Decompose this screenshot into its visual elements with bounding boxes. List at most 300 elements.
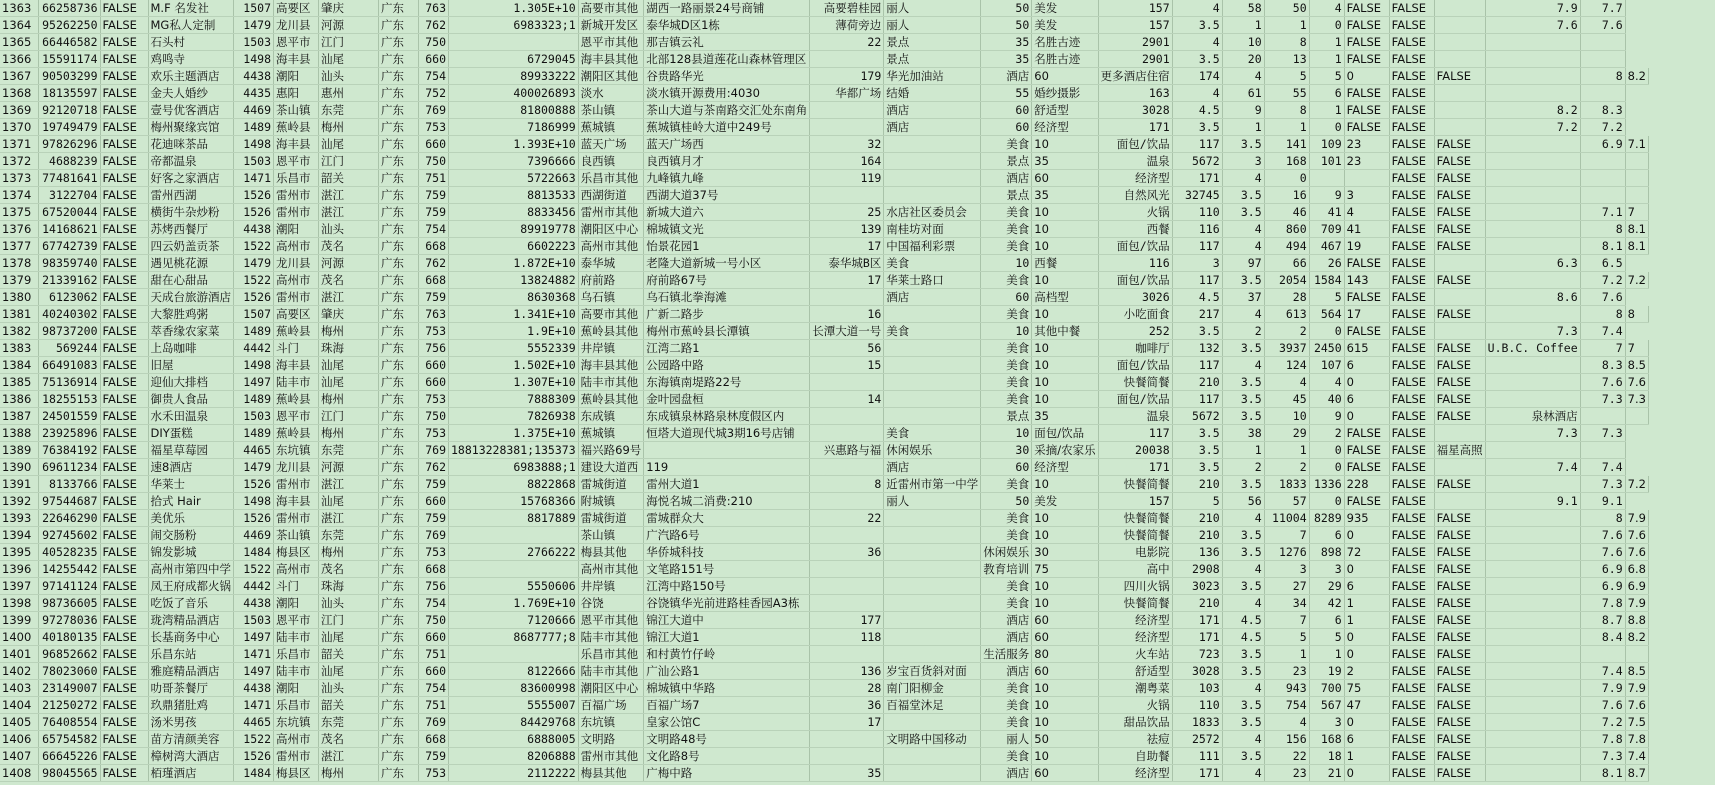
cell[interactable] xyxy=(810,646,884,663)
table-row[interactable] xyxy=(0,476,1648,493)
cell[interactable]: 7120666 xyxy=(449,612,579,629)
cell[interactable]: FALSE xyxy=(1389,340,1434,357)
cell[interactable] xyxy=(1434,289,1485,306)
cell[interactable]: 西餐 xyxy=(1032,255,1098,272)
cell[interactable] xyxy=(884,153,981,170)
cell[interactable]: 雷州市其他 xyxy=(578,748,644,765)
cell[interactable]: 7.9 xyxy=(1625,595,1648,612)
cell[interactable]: 东坑镇 xyxy=(274,442,319,459)
cell[interactable]: 7.5 xyxy=(1625,714,1648,731)
cell[interactable]: 252 xyxy=(1098,323,1172,340)
cell[interactable]: 乌石镇北拳海滩 xyxy=(644,289,810,306)
cell[interactable]: 惠州 xyxy=(319,85,379,102)
cell[interactable]: 百福广场 xyxy=(578,697,644,714)
cell[interactable]: 雷城街道 xyxy=(578,476,644,493)
cell[interactable] xyxy=(1485,85,1580,102)
cell[interactable]: FALSE xyxy=(1344,442,1389,459)
cell[interactable]: FALSE xyxy=(100,629,148,646)
cell[interactable]: FALSE xyxy=(1389,459,1434,476)
cell[interactable]: 汕尾 xyxy=(319,663,379,680)
cell[interactable]: 高要区 xyxy=(274,306,319,323)
cell[interactable]: 60 xyxy=(1032,629,1098,646)
cell[interactable]: 57 xyxy=(1264,493,1309,510)
cell[interactable]: 7.4 xyxy=(1485,459,1580,476)
cell[interactable]: 广东 xyxy=(379,680,419,697)
cell[interactable]: 广东 xyxy=(379,306,419,323)
cell[interactable]: 1471 xyxy=(234,170,274,187)
cell[interactable]: 9 xyxy=(1222,102,1264,119)
cell[interactable]: 4.5 xyxy=(1222,612,1264,629)
cell[interactable]: 高要市其他 xyxy=(578,306,644,323)
cell[interactable]: 6 xyxy=(1309,527,1344,544)
cell[interactable]: 83600998 xyxy=(449,680,579,697)
cell[interactable]: 8.2 xyxy=(1485,102,1580,119)
cell[interactable]: 50 xyxy=(981,0,1032,17)
cell[interactable]: 117 xyxy=(1172,391,1222,408)
cell[interactable]: 面包/饮品 xyxy=(1098,391,1172,408)
cell[interactable]: 四云奶盖贡茶 xyxy=(148,238,234,255)
cell[interactable]: 广东 xyxy=(379,561,419,578)
cell[interactable]: 恩平市其他 xyxy=(578,34,644,51)
cell[interactable]: FALSE xyxy=(100,119,148,136)
cell[interactable]: 141 xyxy=(1264,136,1309,153)
cell[interactable]: 139 xyxy=(810,221,884,238)
cell[interactable]: 乐昌市 xyxy=(274,170,319,187)
cell[interactable] xyxy=(1434,85,1485,102)
cell[interactable]: 广东 xyxy=(379,255,419,272)
cell[interactable]: 速8酒店 xyxy=(148,459,234,476)
cell[interactable]: 府前路 xyxy=(578,272,644,289)
cell[interactable]: 6123062 xyxy=(38,289,100,306)
cell[interactable]: 8 xyxy=(1264,34,1309,51)
cell[interactable]: 广东 xyxy=(379,578,419,595)
cell[interactable]: 1479 xyxy=(234,255,274,272)
cell[interactable]: FALSE xyxy=(100,340,148,357)
cell[interactable]: 美发 xyxy=(1032,17,1098,34)
cell[interactable]: 7.4 xyxy=(1625,748,1648,765)
cell[interactable]: 广东 xyxy=(379,425,419,442)
cell[interactable]: 4 xyxy=(1222,306,1264,323)
cell[interactable]: 东坑镇 xyxy=(274,714,319,731)
cell[interactable]: 棉城镇文光 xyxy=(644,221,810,238)
cell[interactable] xyxy=(810,578,884,595)
cell[interactable]: 酒店 xyxy=(981,629,1032,646)
cell[interactable]: 广东 xyxy=(379,510,419,527)
cell[interactable]: 东莞 xyxy=(319,102,379,119)
cell[interactable]: 良西镇月才 xyxy=(644,153,810,170)
cell[interactable]: FALSE xyxy=(1434,204,1485,221)
cell[interactable]: FALSE xyxy=(1434,306,1485,323)
cell[interactable] xyxy=(884,748,981,765)
cell[interactable]: 面包/饮品 xyxy=(1098,136,1172,153)
cell[interactable]: 面包/饮品 xyxy=(1098,357,1172,374)
cell[interactable]: 60 xyxy=(981,102,1032,119)
cell[interactable]: 10 xyxy=(1032,391,1098,408)
cell[interactable]: 1526 xyxy=(234,476,274,493)
cell[interactable]: 1407 xyxy=(0,748,38,765)
table-row[interactable] xyxy=(0,493,1648,510)
cell[interactable]: 20 xyxy=(1222,51,1264,68)
cell[interactable]: 763 xyxy=(419,306,449,323)
cell[interactable]: 广东 xyxy=(379,357,419,374)
cell[interactable]: 98737200 xyxy=(38,323,100,340)
cell[interactable] xyxy=(884,357,981,374)
cell[interactable]: FALSE xyxy=(1434,357,1485,374)
cell[interactable] xyxy=(810,187,884,204)
cell[interactable]: 1384 xyxy=(0,357,38,374)
cell[interactable]: 118 xyxy=(810,629,884,646)
cell[interactable]: 帝都温泉 xyxy=(148,153,234,170)
cell[interactable]: FALSE xyxy=(1389,357,1434,374)
cell[interactable]: M.F 名发社 xyxy=(148,0,234,17)
cell[interactable]: 4438 xyxy=(234,595,274,612)
table-row[interactable] xyxy=(0,425,1648,442)
cell[interactable]: 1336 xyxy=(1309,476,1344,493)
cell[interactable]: 860 xyxy=(1264,221,1309,238)
cell[interactable] xyxy=(810,731,884,748)
cell[interactable]: 709 xyxy=(1309,221,1344,238)
cell[interactable]: 1408 xyxy=(0,765,38,782)
cell[interactable]: 小吃面食 xyxy=(1098,306,1172,323)
cell[interactable]: 1526 xyxy=(234,204,274,221)
cell[interactable] xyxy=(449,34,579,51)
cell[interactable]: 雷州市 xyxy=(274,289,319,306)
cell[interactable]: 4469 xyxy=(234,102,274,119)
cell[interactable]: 广东 xyxy=(379,17,419,34)
cell[interactable]: FALSE xyxy=(1389,238,1434,255)
cell[interactable]: 8.1 xyxy=(1625,221,1648,238)
cell[interactable]: FALSE xyxy=(1389,476,1434,493)
cell[interactable]: 拾式 Hair xyxy=(148,493,234,510)
cell[interactable]: FALSE xyxy=(1434,680,1485,697)
cell[interactable]: 西餐 xyxy=(1098,221,1172,238)
cell[interactable]: FALSE xyxy=(1389,85,1434,102)
cell[interactable]: 1471 xyxy=(234,697,274,714)
cell[interactable]: 7.4 xyxy=(1580,663,1625,680)
table-row[interactable] xyxy=(0,357,1648,374)
cell[interactable]: 咖啡厅 xyxy=(1098,340,1172,357)
cell[interactable]: 中国福利彩票 xyxy=(884,238,981,255)
cell[interactable]: 111 xyxy=(1172,748,1222,765)
cell[interactable]: 广东 xyxy=(379,748,419,765)
table-row[interactable] xyxy=(0,697,1648,714)
cell[interactable] xyxy=(884,374,981,391)
cell[interactable]: FALSE xyxy=(1389,0,1434,17)
cell[interactable]: 30 xyxy=(1032,544,1098,561)
cell[interactable]: FALSE xyxy=(100,153,148,170)
cell[interactable]: 酒店 xyxy=(981,170,1032,187)
cell[interactable]: 8630368 xyxy=(449,289,579,306)
cell[interactable]: 文化路8号 xyxy=(644,748,810,765)
cell[interactable]: 97141124 xyxy=(38,578,100,595)
cell[interactable]: 广东 xyxy=(379,340,419,357)
cell[interactable]: 5555007 xyxy=(449,697,579,714)
cell[interactable]: 1371 xyxy=(0,136,38,153)
cell[interactable]: 福星草莓园 xyxy=(148,442,234,459)
cell[interactable]: 4 xyxy=(1222,595,1264,612)
cell[interactable]: 6888005 xyxy=(449,731,579,748)
cell[interactable]: FALSE xyxy=(1434,408,1485,425)
cell[interactable]: 2908 xyxy=(1172,561,1222,578)
cell[interactable]: 3 xyxy=(1264,561,1309,578)
cell[interactable]: FALSE xyxy=(1344,51,1389,68)
cell[interactable] xyxy=(644,442,810,459)
cell[interactable]: 酒店 xyxy=(884,459,981,476)
cell[interactable] xyxy=(1580,34,1625,51)
cell[interactable]: 湛江 xyxy=(319,204,379,221)
cell[interactable]: 750 xyxy=(419,153,449,170)
cell[interactable]: 10 xyxy=(1222,34,1264,51)
table-row[interactable] xyxy=(0,204,1648,221)
cell[interactable] xyxy=(1434,119,1485,136)
cell[interactable]: 754 xyxy=(1264,697,1309,714)
cell[interactable]: 2901 xyxy=(1098,34,1172,51)
cell[interactable]: 40528235 xyxy=(38,544,100,561)
cell[interactable]: FALSE xyxy=(1389,289,1434,306)
cell[interactable]: 1497 xyxy=(234,629,274,646)
cell[interactable]: 陆丰市其他 xyxy=(578,663,644,680)
cell[interactable]: 美食 xyxy=(981,340,1032,357)
cell[interactable]: 2450 xyxy=(1309,340,1344,357)
cell[interactable]: 3028 xyxy=(1172,663,1222,680)
cell[interactable] xyxy=(1485,374,1580,391)
cell[interactable]: 156 xyxy=(1264,731,1309,748)
cell[interactable]: 3.5 xyxy=(1222,374,1264,391)
cell[interactable]: FALSE xyxy=(1434,595,1485,612)
cell[interactable]: 22 xyxy=(1264,748,1309,765)
cell[interactable]: FALSE xyxy=(1434,68,1485,85)
cell[interactable]: 茶山大道与茶南路交汇处东南角 xyxy=(644,102,810,119)
cell[interactable]: 湛江 xyxy=(319,748,379,765)
cell[interactable]: 婚纱摄影 xyxy=(1032,85,1098,102)
cell[interactable]: 754 xyxy=(419,595,449,612)
cell[interactable] xyxy=(1434,0,1485,17)
cell[interactable]: 井岸镇 xyxy=(578,340,644,357)
cell[interactable]: 自然风光 xyxy=(1098,187,1172,204)
cell[interactable]: 广东 xyxy=(379,544,419,561)
cell[interactable]: 18255153 xyxy=(38,391,100,408)
cell[interactable]: 汕头 xyxy=(319,595,379,612)
cell[interactable]: 80 xyxy=(1032,646,1098,663)
cell[interactable]: 6729045 xyxy=(449,51,579,68)
cell[interactable]: 广东 xyxy=(379,289,419,306)
cell[interactable]: 1471 xyxy=(234,646,274,663)
cell[interactable]: 湛江 xyxy=(319,187,379,204)
cell[interactable]: 1382 xyxy=(0,323,38,340)
cell[interactable]: 8289 xyxy=(1309,510,1344,527)
cell[interactable]: FALSE xyxy=(1344,0,1389,17)
cell[interactable]: 753 xyxy=(419,765,449,782)
cell[interactable]: 美食 xyxy=(981,697,1032,714)
cell[interactable]: 4 xyxy=(1222,680,1264,697)
cell[interactable]: 金夫人婚纱 xyxy=(148,85,234,102)
cell[interactable]: 8 xyxy=(1580,221,1625,238)
cell[interactable]: 恩平市 xyxy=(274,612,319,629)
cell[interactable]: FALSE xyxy=(1434,136,1485,153)
table-row[interactable] xyxy=(0,612,1648,629)
cell[interactable] xyxy=(1625,408,1648,425)
cell[interactable]: 经济型 xyxy=(1032,119,1098,136)
cell[interactable]: 福兴路69号 xyxy=(578,442,644,459)
cell[interactable]: 4435 xyxy=(234,85,274,102)
cell[interactable]: 1392 xyxy=(0,493,38,510)
cell[interactable]: 西湖街道 xyxy=(578,187,644,204)
cell[interactable]: 7.8 xyxy=(1580,595,1625,612)
cell[interactable]: 海丰县 xyxy=(274,493,319,510)
cell[interactable]: 935 xyxy=(1344,510,1389,527)
cell[interactable]: 119 xyxy=(810,170,884,187)
cell[interactable]: 陆丰市 xyxy=(274,374,319,391)
cell[interactable]: 90503299 xyxy=(38,68,100,85)
cell[interactable] xyxy=(1485,595,1580,612)
cell[interactable]: 4 xyxy=(1264,714,1309,731)
cell[interactable]: 广东 xyxy=(379,459,419,476)
cell[interactable]: 美食 xyxy=(884,323,981,340)
cell[interactable]: 98359740 xyxy=(38,255,100,272)
cell[interactable]: 湛江 xyxy=(319,289,379,306)
cell[interactable]: 谷饶镇华光前进路桂香园A3栋 xyxy=(644,595,810,612)
cell[interactable]: 韶关 xyxy=(319,697,379,714)
cell[interactable]: 45 xyxy=(1264,391,1309,408)
cell[interactable]: 3 xyxy=(1344,187,1389,204)
cell[interactable]: FALSE xyxy=(1434,153,1485,170)
cell[interactable]: 7.3 xyxy=(1580,425,1625,442)
cell[interactable] xyxy=(810,289,884,306)
cell[interactable]: 117 xyxy=(1098,425,1172,442)
cell[interactable]: 10 xyxy=(1032,697,1098,714)
cell[interactable]: FALSE xyxy=(100,102,148,119)
cell[interactable]: 7.3 xyxy=(1485,323,1580,340)
cell[interactable]: 丽人 xyxy=(884,493,981,510)
cell[interactable]: FALSE xyxy=(1434,561,1485,578)
cell[interactable]: 快餐简餐 xyxy=(1098,527,1172,544)
cell[interactable]: 6983888;1 xyxy=(449,459,579,476)
cell[interactable]: 美食 xyxy=(981,221,1032,238)
cell[interactable]: FALSE xyxy=(100,51,148,68)
cell[interactable] xyxy=(810,748,884,765)
cell[interactable]: 2 xyxy=(1309,425,1344,442)
cell[interactable]: 梅县区 xyxy=(274,765,319,782)
cell[interactable]: 乐昌东站 xyxy=(148,646,234,663)
cell[interactable]: 良西镇 xyxy=(578,153,644,170)
table-row[interactable] xyxy=(0,510,1648,527)
cell[interactable]: 雷州市其他 xyxy=(578,204,644,221)
cell[interactable]: 樟树湾大酒店 xyxy=(148,748,234,765)
cell[interactable]: 668 xyxy=(419,238,449,255)
table-row[interactable] xyxy=(0,714,1648,731)
cell[interactable]: FALSE xyxy=(1434,272,1485,289)
table-row[interactable] xyxy=(0,323,1648,340)
cell[interactable]: 5 xyxy=(1309,68,1344,85)
cell[interactable]: 110 xyxy=(1172,204,1222,221)
cell[interactable]: 广东 xyxy=(379,595,419,612)
cell[interactable]: 3.5 xyxy=(1222,544,1264,561)
cell[interactable]: 21250272 xyxy=(38,697,100,714)
cell[interactable]: 火锅 xyxy=(1098,204,1172,221)
cell[interactable]: 60 xyxy=(1032,68,1098,85)
cell[interactable]: 1498 xyxy=(234,51,274,68)
cell[interactable]: 广东 xyxy=(379,102,419,119)
cell[interactable]: FALSE xyxy=(1344,425,1389,442)
cell[interactable]: 蕉岭县 xyxy=(274,119,319,136)
cell[interactable]: 高中 xyxy=(1098,561,1172,578)
cell[interactable]: 97544687 xyxy=(38,493,100,510)
cell[interactable]: 77481641 xyxy=(38,170,100,187)
cell[interactable] xyxy=(1625,153,1648,170)
cell[interactable]: FALSE xyxy=(1389,612,1434,629)
cell[interactable]: FALSE xyxy=(1434,527,1485,544)
cell[interactable]: FALSE xyxy=(1389,629,1434,646)
cell[interactable]: 10 xyxy=(1032,204,1098,221)
cell[interactable]: 美食 xyxy=(981,510,1032,527)
cell[interactable]: 海丰县 xyxy=(274,357,319,374)
cell[interactable]: 21 xyxy=(1309,765,1344,782)
cell[interactable]: 酒店 xyxy=(884,102,981,119)
cell[interactable]: 7.6 xyxy=(1580,544,1625,561)
cell[interactable]: 怡景花园1 xyxy=(644,238,810,255)
table-row[interactable] xyxy=(0,187,1648,204)
cell[interactable]: 肇庆 xyxy=(319,306,379,323)
cell[interactable]: 107 xyxy=(1309,357,1344,374)
cell[interactable]: 珠海 xyxy=(319,340,379,357)
cell[interactable]: 广东 xyxy=(379,204,419,221)
cell[interactable]: FALSE xyxy=(1389,255,1434,272)
cell[interactable]: 蕉岭县 xyxy=(274,425,319,442)
cell[interactable]: 东莞 xyxy=(319,527,379,544)
cell[interactable]: 751 xyxy=(419,697,449,714)
cell[interactable]: 东成镇泉林路泉林度假区内 xyxy=(644,408,810,425)
cell[interactable]: 1522 xyxy=(234,238,274,255)
cell[interactable]: 754 xyxy=(419,68,449,85)
cell[interactable]: 6.9 xyxy=(1580,136,1625,153)
table-row[interactable] xyxy=(0,119,1648,136)
cell[interactable]: 汤米男孩 xyxy=(148,714,234,731)
cell[interactable]: 梅州 xyxy=(319,119,379,136)
cell[interactable]: 蕉城镇桂岭大道中249号 xyxy=(644,119,810,136)
cell[interactable]: 171 xyxy=(1172,612,1222,629)
cell[interactable]: 雷州市 xyxy=(274,204,319,221)
cell[interactable]: 32 xyxy=(810,136,884,153)
cell[interactable]: 1370 xyxy=(0,119,38,136)
cell[interactable]: 3.5 xyxy=(1172,425,1222,442)
cell[interactable]: 美食 xyxy=(981,357,1032,374)
cell[interactable]: 10 xyxy=(1032,340,1098,357)
cell[interactable]: 55 xyxy=(1264,85,1309,102)
cell[interactable]: 东坑镇 xyxy=(578,714,644,731)
cell[interactable]: 蕉岭县 xyxy=(274,323,319,340)
cell[interactable]: 淡水镇开源费用:4030 xyxy=(644,85,810,102)
cell[interactable]: FALSE xyxy=(100,306,148,323)
cell[interactable]: 3.5 xyxy=(1222,663,1264,680)
cell[interactable]: 雷州市 xyxy=(274,187,319,204)
cell[interactable]: 苗方清颜美容 xyxy=(148,731,234,748)
cell[interactable]: 6.5 xyxy=(1580,255,1625,272)
cell[interactable]: 60 xyxy=(981,119,1032,136)
cell[interactable] xyxy=(810,119,884,136)
cell[interactable]: 17 xyxy=(810,714,884,731)
cell[interactable]: 754 xyxy=(419,221,449,238)
cell[interactable]: 广东 xyxy=(379,374,419,391)
cell[interactable]: 高要碧桂园 xyxy=(810,0,884,17)
cell[interactable]: 9.1 xyxy=(1485,493,1580,510)
cell[interactable]: 玖鼎猪肚鸡 xyxy=(148,697,234,714)
cell[interactable]: 759 xyxy=(419,289,449,306)
cell[interactable]: FALSE xyxy=(1344,459,1389,476)
cell[interactable]: 欢乐主题酒店 xyxy=(148,68,234,85)
cell[interactable]: 6 xyxy=(1344,357,1389,374)
cell[interactable]: 美食 xyxy=(981,238,1032,255)
cell[interactable]: 60 xyxy=(1032,612,1098,629)
